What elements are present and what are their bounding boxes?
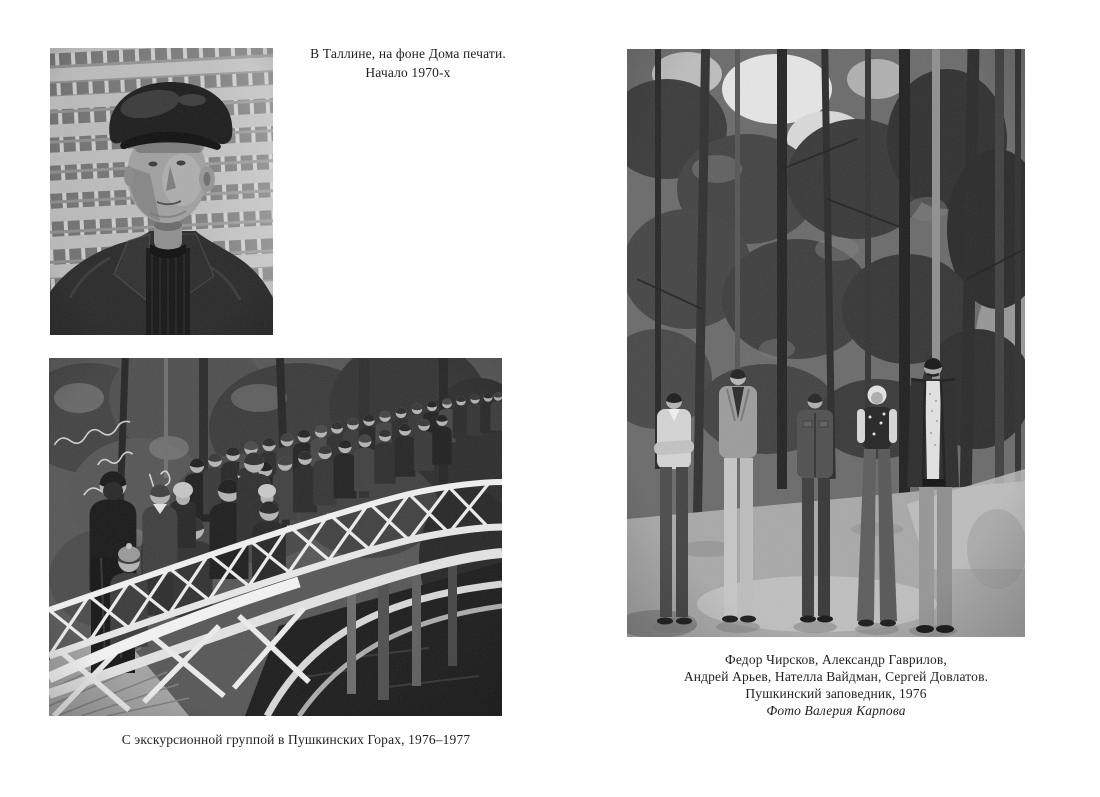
caption-portrait-line2: Начало 1970-х <box>365 65 451 80</box>
photo-forest-group <box>627 49 1025 637</box>
bridge-photo-illustration <box>49 358 502 716</box>
forest-photo-illustration <box>627 49 1025 637</box>
caption-forest-line3: Пушкинский заповедник, 1976 <box>745 686 927 701</box>
caption-bridge: С экскурсионной группой в Пушкинских Горах, 1976–1977 <box>121 732 471 747</box>
caption-forest <box>626 651 1046 719</box>
photo-bridge-excursion-group <box>49 358 502 716</box>
portrait-photo-illustration <box>50 48 273 335</box>
caption-forest-line2: Андрей Арьев, Нателла Вайдман, Сергей Довлатов. <box>683 669 989 684</box>
photo-portrait-tallinn <box>50 48 273 335</box>
caption-forest-credit: Фото Валерия Карпова <box>766 703 906 718</box>
caption-portrait <box>248 44 568 82</box>
caption-portrait-line1: В Таллине, на фоне Дома печати. <box>310 46 506 61</box>
caption-forest-line1: Федор Чирсков, Александр Гаврилов, <box>725 652 947 667</box>
